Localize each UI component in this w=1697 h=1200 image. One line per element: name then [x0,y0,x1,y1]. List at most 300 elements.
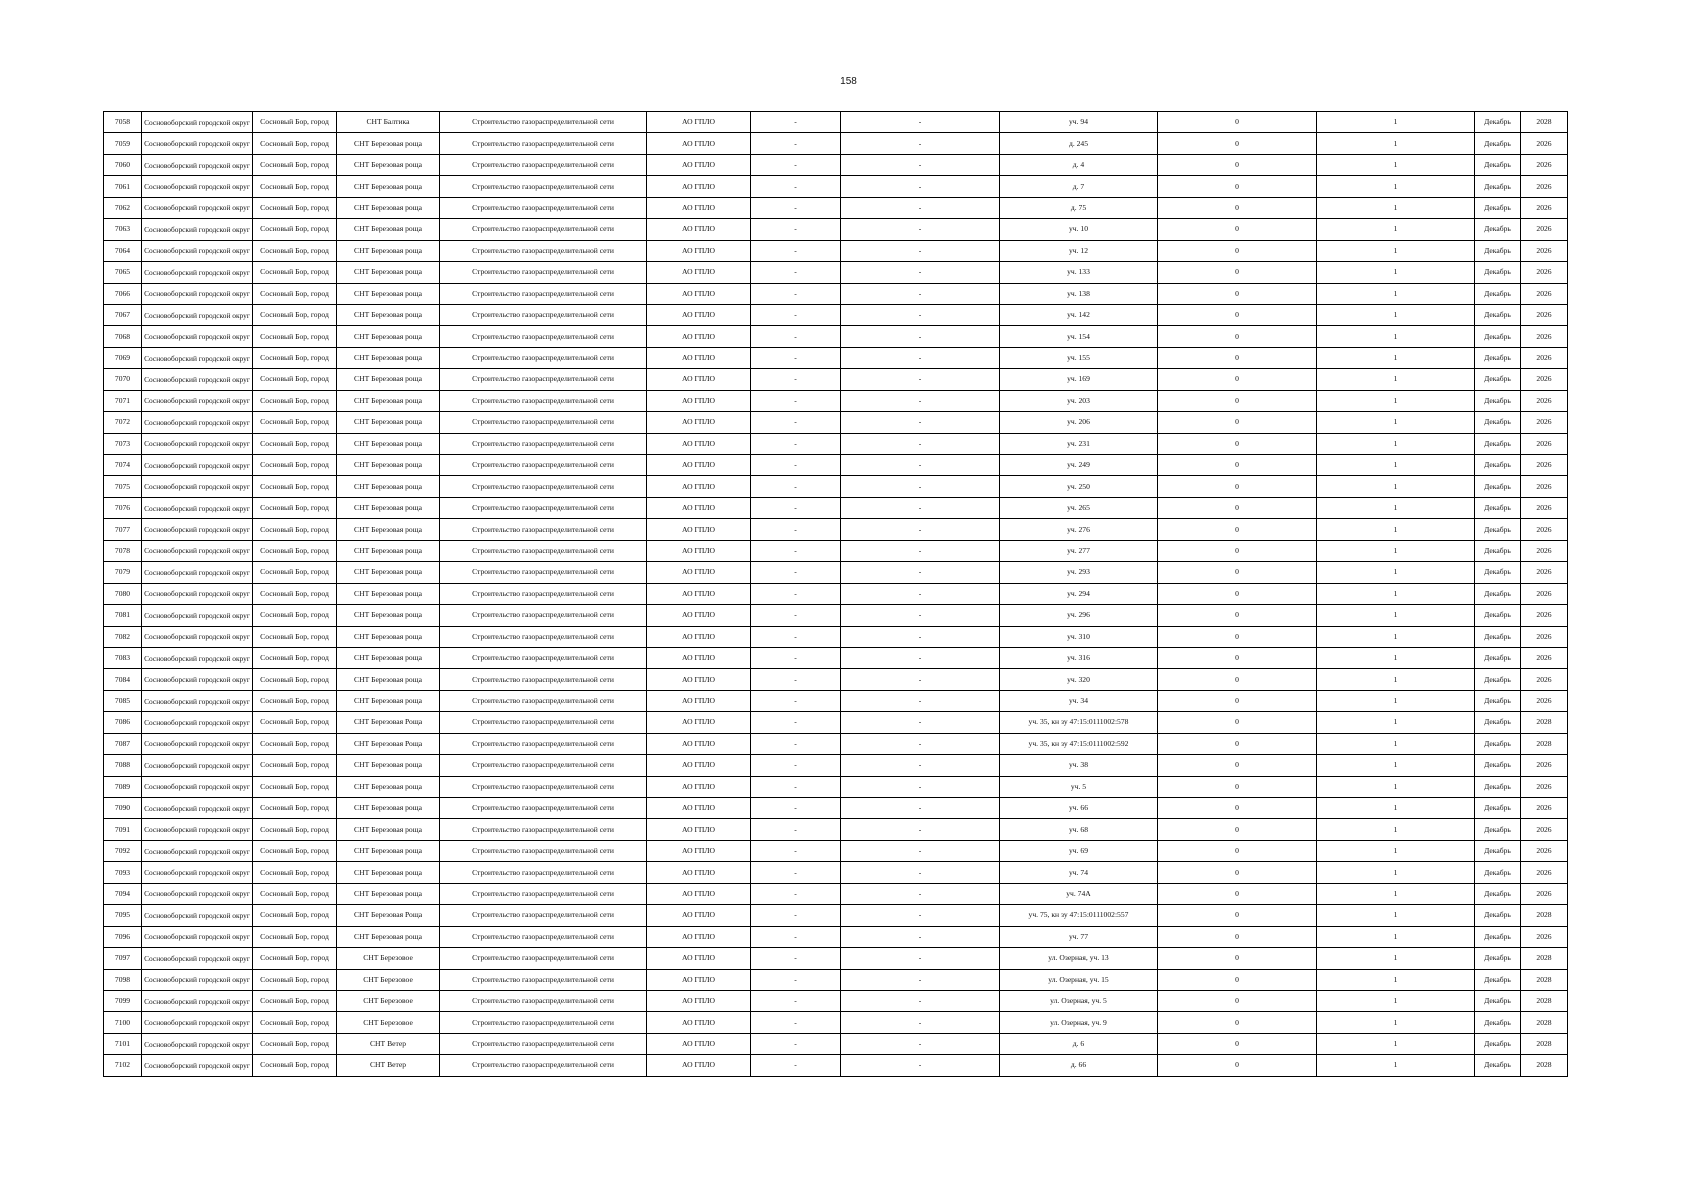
cell-col-dash-1: - [751,1055,841,1076]
table-row [104,197,1568,218]
cell-work-type: Строительство газораспределительной сети [440,1012,647,1033]
cell-organization: АО ГПЛО [647,948,751,969]
cell-month: Декабрь [1475,926,1521,947]
cell-value-1: 1 [1317,905,1475,926]
cell-municipality: Сосновоборский городской округ [142,133,253,154]
cell-municipality: Сосновоборский городской округ [142,197,253,218]
cell-month: Декабрь [1475,283,1521,304]
cell-settlement: Сосновый Бор, город [253,240,337,261]
cell-locality: СНТ Березовая роща [337,755,440,776]
cell-work-type: Строительство газораспределительной сети [440,262,647,283]
cell-month: Декабрь [1475,1055,1521,1076]
cell-municipality: Сосновоборский городской округ [142,1055,253,1076]
cell-locality: СНТ Березовая роща [337,540,440,561]
cell-value-0: 0 [1158,562,1317,583]
cell-row-number: 7070 [104,369,142,390]
cell-value-0: 0 [1158,690,1317,711]
cell-settlement: Сосновый Бор, город [253,540,337,561]
cell-municipality: Сосновоборский городской округ [142,347,253,368]
cell-year: 2026 [1521,798,1568,819]
cell-settlement: Сосновый Бор, город [253,755,337,776]
cell-address: уч. 320 [1000,669,1158,690]
cell-month: Декабрь [1475,133,1521,154]
table-row [104,712,1568,733]
cell-organization: АО ГПЛО [647,262,751,283]
cell-address: уч. 142 [1000,304,1158,325]
cell-municipality: Сосновоборский городской округ [142,647,253,668]
cell-col-dash-1: - [751,262,841,283]
cell-value-1: 1 [1317,133,1475,154]
cell-value-1: 1 [1317,1033,1475,1054]
cell-organization: АО ГПЛО [647,219,751,240]
cell-row-number: 7059 [104,133,142,154]
cell-year: 2026 [1521,240,1568,261]
cell-municipality: Сосновоборский городской округ [142,433,253,454]
cell-municipality: Сосновоборский городской округ [142,583,253,604]
cell-year: 2026 [1521,412,1568,433]
cell-value-0: 0 [1158,283,1317,304]
cell-row-number: 7066 [104,283,142,304]
cell-municipality: Сосновоборский городской округ [142,283,253,304]
cell-settlement: Сосновый Бор, город [253,647,337,668]
cell-locality: СНТ Березовая роща [337,390,440,411]
cell-value-0: 0 [1158,197,1317,218]
cell-organization: АО ГПЛО [647,283,751,304]
cell-settlement: Сосновый Бор, город [253,390,337,411]
cell-year: 2026 [1521,647,1568,668]
cell-settlement: Сосновый Бор, город [253,862,337,883]
table-row [104,433,1568,454]
cell-row-number: 7096 [104,926,142,947]
cell-work-type: Строительство газораспределительной сети [440,948,647,969]
cell-address: уч. 75, кн зу 47:15:0111002:557 [1000,905,1158,926]
cell-address: уч. 310 [1000,626,1158,647]
cell-work-type: Строительство газораспределительной сети [440,240,647,261]
cell-month: Декабрь [1475,262,1521,283]
cell-municipality: Сосновоборский городской округ [142,176,253,197]
table-row [104,1012,1568,1033]
cell-col-dash-2: - [841,219,1000,240]
cell-address: уч. 34 [1000,690,1158,711]
cell-month: Декабрь [1475,412,1521,433]
cell-month: Декабрь [1475,948,1521,969]
cell-value-1: 1 [1317,990,1475,1011]
cell-col-dash-1: - [751,369,841,390]
cell-address: уч. 35, кн зу 47:15:0111002:592 [1000,733,1158,754]
cell-organization: АО ГПЛО [647,755,751,776]
cell-col-dash-2: - [841,455,1000,476]
table-row [104,669,1568,690]
cell-locality: СНТ Березовая роща [337,433,440,454]
cell-settlement: Сосновый Бор, город [253,112,337,133]
cell-work-type: Строительство газораспределительной сети [440,583,647,604]
cell-municipality: Сосновоборский городской округ [142,948,253,969]
cell-address: уч. 69 [1000,840,1158,861]
cell-col-dash-2: - [841,176,1000,197]
cell-month: Декабрь [1475,390,1521,411]
cell-address: уч. 249 [1000,455,1158,476]
cell-organization: АО ГПЛО [647,605,751,626]
cell-col-dash-1: - [751,412,841,433]
cell-work-type: Строительство газораспределительной сети [440,776,647,797]
cell-work-type: Строительство газораспределительной сети [440,862,647,883]
cell-year: 2026 [1521,133,1568,154]
cell-col-dash-2: - [841,112,1000,133]
cell-value-0: 0 [1158,733,1317,754]
cell-municipality: Сосновоборский городской округ [142,690,253,711]
table-row [104,990,1568,1011]
cell-settlement: Сосновый Бор, город [253,926,337,947]
cell-value-1: 1 [1317,840,1475,861]
cell-month: Декабрь [1475,154,1521,175]
cell-municipality: Сосновоборский городской округ [142,497,253,518]
cell-address: уч. 294 [1000,583,1158,604]
cell-col-dash-2: - [841,519,1000,540]
cell-col-dash-2: - [841,412,1000,433]
cell-col-dash-2: - [841,562,1000,583]
cell-value-0: 0 [1158,433,1317,454]
cell-settlement: Сосновый Бор, город [253,262,337,283]
cell-value-0: 0 [1158,390,1317,411]
cell-settlement: Сосновый Бор, город [253,176,337,197]
cell-municipality: Сосновоборский городской округ [142,990,253,1011]
cell-row-number: 7075 [104,476,142,497]
cell-municipality: Сосновоборский городской округ [142,926,253,947]
table-row [104,969,1568,990]
cell-value-1: 1 [1317,283,1475,304]
cell-col-dash-2: - [841,433,1000,454]
cell-value-1: 1 [1317,154,1475,175]
cell-organization: АО ГПЛО [647,926,751,947]
cell-settlement: Сосновый Бор, город [253,669,337,690]
table-row [104,540,1568,561]
cell-month: Декабрь [1475,240,1521,261]
cell-settlement: Сосновый Бор, город [253,626,337,647]
cell-month: Декабрь [1475,819,1521,840]
cell-work-type: Строительство газораспределительной сети [440,626,647,647]
gasification-table [103,111,1568,1077]
cell-month: Декабрь [1475,605,1521,626]
cell-month: Декабрь [1475,755,1521,776]
cell-locality: СНТ Березовая роща [337,154,440,175]
cell-municipality: Сосновоборский городской округ [142,412,253,433]
cell-organization: АО ГПЛО [647,583,751,604]
cell-col-dash-1: - [751,926,841,947]
cell-work-type: Строительство газораспределительной сети [440,712,647,733]
cell-col-dash-2: - [841,197,1000,218]
cell-organization: АО ГПЛО [647,712,751,733]
cell-locality: СНТ Березовая роща [337,476,440,497]
table-row [104,133,1568,154]
cell-year: 2026 [1521,455,1568,476]
cell-address: уч. 231 [1000,433,1158,454]
cell-year: 2026 [1521,497,1568,518]
cell-address: уч. 155 [1000,347,1158,368]
cell-month: Декабрь [1475,433,1521,454]
cell-col-dash-1: - [751,133,841,154]
cell-organization: АО ГПЛО [647,1012,751,1033]
cell-row-number: 7097 [104,948,142,969]
table-row [104,776,1568,797]
cell-settlement: Сосновый Бор, город [253,283,337,304]
cell-settlement: Сосновый Бор, город [253,197,337,218]
cell-address: уч. 203 [1000,390,1158,411]
cell-year: 2026 [1521,540,1568,561]
cell-work-type: Строительство газораспределительной сети [440,390,647,411]
cell-value-1: 1 [1317,540,1475,561]
cell-municipality: Сосновоборский городской округ [142,669,253,690]
cell-col-dash-2: - [841,1055,1000,1076]
cell-col-dash-2: - [841,798,1000,819]
cell-row-number: 7071 [104,390,142,411]
cell-col-dash-2: - [841,262,1000,283]
cell-row-number: 7060 [104,154,142,175]
cell-row-number: 7098 [104,969,142,990]
cell-work-type: Строительство газораспределительной сети [440,755,647,776]
cell-col-dash-1: - [751,283,841,304]
cell-year: 2028 [1521,112,1568,133]
cell-col-dash-1: - [751,969,841,990]
cell-address: уч. 74А [1000,883,1158,904]
table-row [104,733,1568,754]
cell-value-0: 0 [1158,476,1317,497]
cell-value-1: 1 [1317,626,1475,647]
table-row [104,840,1568,861]
cell-col-dash-1: - [751,304,841,325]
cell-organization: АО ГПЛО [647,1055,751,1076]
cell-work-type: Строительство газораспределительной сети [440,990,647,1011]
cell-col-dash-1: - [751,626,841,647]
cell-work-type: Строительство газораспределительной сети [440,455,647,476]
cell-organization: АО ГПЛО [647,112,751,133]
cell-locality: СНТ Березовая роща [337,819,440,840]
cell-address: д. 6 [1000,1033,1158,1054]
cell-organization: АО ГПЛО [647,776,751,797]
cell-work-type: Строительство газораспределительной сети [440,540,647,561]
cell-year: 2026 [1521,690,1568,711]
cell-col-dash-1: - [751,583,841,604]
cell-work-type: Строительство газораспределительной сети [440,883,647,904]
cell-settlement: Сосновый Бор, город [253,304,337,325]
cell-value-1: 1 [1317,690,1475,711]
cell-year: 2026 [1521,326,1568,347]
cell-address: ул. Озерная, уч. 15 [1000,969,1158,990]
table-body [104,112,1568,1077]
cell-address: уч. 169 [1000,369,1158,390]
cell-col-dash-2: - [841,154,1000,175]
table-row [104,176,1568,197]
cell-work-type: Строительство газораспределительной сети [440,133,647,154]
cell-value-0: 0 [1158,647,1317,668]
cell-row-number: 7062 [104,197,142,218]
cell-col-dash-2: - [841,969,1000,990]
cell-year: 2026 [1521,433,1568,454]
cell-organization: АО ГПЛО [647,347,751,368]
cell-settlement: Сосновый Бор, город [253,605,337,626]
cell-row-number: 7076 [104,497,142,518]
cell-value-0: 0 [1158,219,1317,240]
cell-col-dash-2: - [841,626,1000,647]
cell-work-type: Строительство газораспределительной сети [440,905,647,926]
cell-month: Декабрь [1475,798,1521,819]
cell-work-type: Строительство газораспределительной сети [440,926,647,947]
cell-col-dash-2: - [841,347,1000,368]
cell-settlement: Сосновый Бор, город [253,433,337,454]
cell-locality: СНТ Березовое [337,969,440,990]
cell-row-number: 7068 [104,326,142,347]
cell-locality: СНТ Ветер [337,1033,440,1054]
cell-row-number: 7091 [104,819,142,840]
table-row [104,219,1568,240]
cell-address: уч. 138 [1000,283,1158,304]
cell-month: Декабрь [1475,883,1521,904]
cell-municipality: Сосновоборский городской округ [142,219,253,240]
table-row [104,883,1568,904]
cell-locality: СНТ Березовая роща [337,497,440,518]
table-row [104,583,1568,604]
cell-year: 2028 [1521,905,1568,926]
cell-month: Декабрь [1475,476,1521,497]
cell-value-0: 0 [1158,626,1317,647]
cell-work-type: Строительство газораспределительной сети [440,840,647,861]
cell-address: уч. 5 [1000,776,1158,797]
cell-municipality: Сосновоборский городской округ [142,840,253,861]
cell-locality: СНТ Березовая роща [337,455,440,476]
cell-work-type: Строительство газораспределительной сети [440,347,647,368]
cell-col-dash-2: - [841,755,1000,776]
cell-year: 2028 [1521,948,1568,969]
cell-work-type: Строительство газораспределительной сети [440,519,647,540]
cell-col-dash-2: - [841,390,1000,411]
cell-organization: АО ГПЛО [647,390,751,411]
cell-organization: АО ГПЛО [647,476,751,497]
cell-work-type: Строительство газораспределительной сети [440,562,647,583]
cell-col-dash-2: - [841,133,1000,154]
cell-municipality: Сосновоборский городской округ [142,755,253,776]
cell-year: 2026 [1521,262,1568,283]
cell-municipality: Сосновоборский городской округ [142,476,253,497]
cell-work-type: Строительство газораспределительной сети [440,819,647,840]
cell-address: уч. 12 [1000,240,1158,261]
cell-col-dash-1: - [751,883,841,904]
cell-value-0: 0 [1158,412,1317,433]
table-row [104,926,1568,947]
cell-work-type: Строительство газораспределительной сети [440,176,647,197]
cell-settlement: Сосновый Бор, город [253,326,337,347]
cell-settlement: Сосновый Бор, город [253,990,337,1011]
cell-row-number: 7101 [104,1033,142,1054]
cell-locality: СНТ Березовая роща [337,304,440,325]
cell-row-number: 7077 [104,519,142,540]
cell-value-1: 1 [1317,476,1475,497]
cell-year: 2028 [1521,990,1568,1011]
cell-col-dash-2: - [841,583,1000,604]
cell-organization: АО ГПЛО [647,540,751,561]
cell-value-0: 0 [1158,519,1317,540]
cell-row-number: 7079 [104,562,142,583]
cell-work-type: Строительство газораспределительной сети [440,669,647,690]
cell-locality: СНТ Березовая роща [337,412,440,433]
page-number: 158 [840,76,857,87]
cell-organization: АО ГПЛО [647,154,751,175]
cell-year: 2026 [1521,369,1568,390]
cell-municipality: Сосновоборский городской округ [142,862,253,883]
cell-value-0: 0 [1158,369,1317,390]
cell-value-1: 1 [1317,776,1475,797]
cell-row-number: 7088 [104,755,142,776]
cell-value-1: 1 [1317,412,1475,433]
cell-settlement: Сосновый Бор, город [253,219,337,240]
cell-work-type: Строительство газораспределительной сети [440,304,647,325]
cell-year: 2026 [1521,605,1568,626]
cell-col-dash-2: - [841,283,1000,304]
cell-month: Декабрь [1475,219,1521,240]
cell-year: 2028 [1521,1055,1568,1076]
cell-locality: СНТ Березовая роща [337,647,440,668]
cell-organization: АО ГПЛО [647,412,751,433]
cell-value-1: 1 [1317,262,1475,283]
cell-col-dash-1: - [751,455,841,476]
cell-row-number: 7090 [104,798,142,819]
cell-municipality: Сосновоборский городской округ [142,304,253,325]
cell-col-dash-2: - [841,862,1000,883]
cell-col-dash-2: - [841,690,1000,711]
cell-month: Декабрь [1475,197,1521,218]
table-row [104,304,1568,325]
cell-settlement: Сосновый Бор, город [253,840,337,861]
cell-value-1: 1 [1317,1055,1475,1076]
cell-value-1: 1 [1317,433,1475,454]
cell-organization: АО ГПЛО [647,862,751,883]
cell-locality: СНТ Березовая роща [337,862,440,883]
cell-row-number: 7089 [104,776,142,797]
cell-year: 2026 [1521,669,1568,690]
cell-value-0: 0 [1158,1012,1317,1033]
table-row [104,905,1568,926]
table-row [104,1055,1568,1076]
cell-month: Декабрь [1475,969,1521,990]
table-row [104,369,1568,390]
cell-locality: СНТ Березовое [337,948,440,969]
cell-value-1: 1 [1317,455,1475,476]
cell-address: уч. 250 [1000,476,1158,497]
cell-col-dash-1: - [751,755,841,776]
cell-value-1: 1 [1317,926,1475,947]
cell-work-type: Строительство газораспределительной сети [440,798,647,819]
cell-work-type: Строительство газораспределительной сети [440,647,647,668]
cell-value-0: 0 [1158,712,1317,733]
cell-settlement: Сосновый Бор, город [253,412,337,433]
cell-year: 2026 [1521,283,1568,304]
cell-address: уч. 296 [1000,605,1158,626]
cell-col-dash-2: - [841,669,1000,690]
cell-value-1: 1 [1317,497,1475,518]
cell-municipality: Сосновоборский городской округ [142,112,253,133]
cell-value-0: 0 [1158,540,1317,561]
cell-locality: СНТ Березовая роща [337,369,440,390]
cell-value-0: 0 [1158,862,1317,883]
cell-month: Декабрь [1475,669,1521,690]
cell-municipality: Сосновоборский городской округ [142,883,253,904]
cell-work-type: Строительство газораспределительной сети [440,969,647,990]
cell-month: Декабрь [1475,905,1521,926]
cell-organization: АО ГПЛО [647,819,751,840]
cell-locality: СНТ Ветер [337,1055,440,1076]
table-row [104,347,1568,368]
cell-value-0: 0 [1158,240,1317,261]
cell-month: Декабрь [1475,862,1521,883]
cell-month: Декабрь [1475,626,1521,647]
